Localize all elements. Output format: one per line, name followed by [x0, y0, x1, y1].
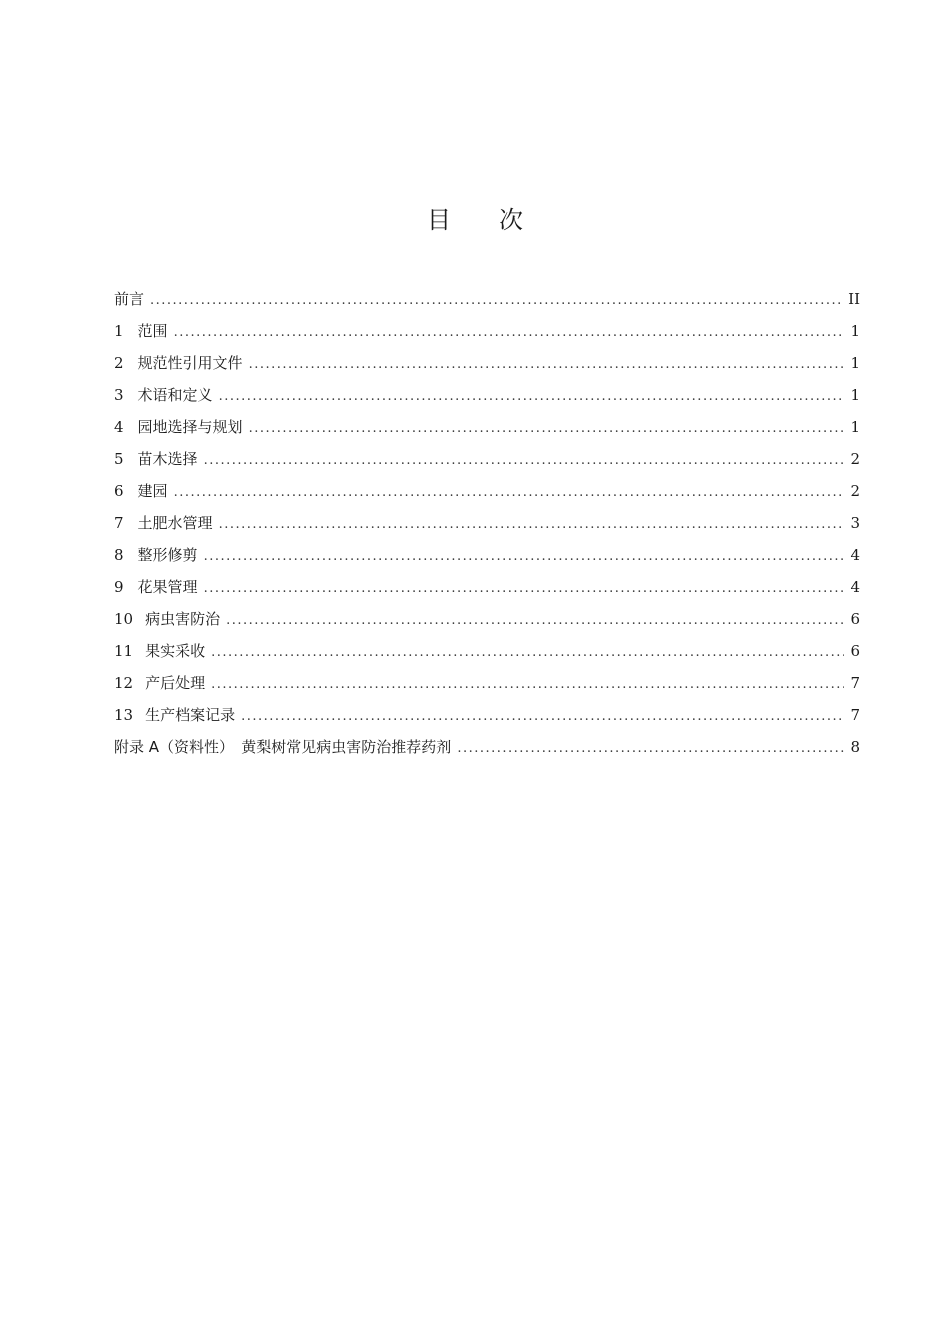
toc-page-number: 2 [850, 450, 860, 468]
toc-page-number: 1 [850, 322, 860, 340]
toc-entry-title: 术语和定义 [137, 386, 213, 404]
toc-page-number: 6 [850, 642, 860, 660]
toc-entry-4[interactable] [114, 416, 860, 448]
toc-leader-dots [241, 706, 844, 728]
toc-entry-title: 黄梨树常见病虫害防治推荐药剂 [241, 738, 452, 756]
toc-entry-number: 4 [114, 418, 124, 436]
toc-entry-number: 10 [114, 610, 134, 628]
toc-entry-6[interactable] [114, 480, 860, 512]
toc-entry-number: 11 [114, 642, 134, 660]
toc-entry-number: 2 [114, 354, 124, 372]
toc-leader-dots [249, 354, 844, 376]
toc-leader-dots [174, 322, 844, 344]
toc-page-number: 2 [850, 482, 860, 500]
toc-entry-title: 病虫害防治 [145, 610, 221, 628]
toc-entry-number: 9 [114, 578, 124, 596]
toc-entry-number: 12 [114, 674, 134, 692]
toc-entry-12[interactable] [114, 672, 860, 704]
title-char-1: 目 [427, 206, 451, 234]
title-char-2: 次 [499, 206, 523, 234]
toc-entry-2[interactable] [114, 352, 860, 384]
toc-entry-number: 7 [114, 514, 124, 532]
toc-leader-dots [457, 738, 844, 760]
table-of-contents [114, 288, 860, 768]
toc-entry-5[interactable] [114, 448, 860, 480]
toc-entry-title: 规范性引用文件 [137, 354, 243, 372]
toc-page-number: 1 [850, 354, 860, 372]
toc-page-number: 1 [850, 418, 860, 436]
toc-entry-title: 前言 [114, 290, 145, 308]
toc-entry-10[interactable] [114, 608, 860, 640]
toc-leader-dots [204, 450, 844, 472]
toc-entry-7[interactable] [114, 512, 860, 544]
toc-entry-title: 建园 [137, 482, 168, 500]
toc-entry-title: 生产档案记录 [145, 706, 236, 724]
toc-entry-number: 6 [114, 482, 124, 500]
toc-leader-dots [211, 642, 844, 664]
toc-entry-title: 产后处理 [145, 674, 206, 692]
toc-leader-dots [174, 482, 844, 504]
toc-leader-dots [226, 610, 844, 632]
toc-entry-3[interactable] [114, 384, 860, 416]
toc-entry-title: 土肥水管理 [137, 514, 213, 532]
toc-entry-title: 园地选择与规划 [137, 418, 243, 436]
toc-page-number: 8 [850, 738, 860, 756]
toc-entry-9[interactable] [114, 576, 860, 608]
toc-leader-dots [249, 418, 844, 440]
toc-leader-dots [219, 386, 844, 408]
toc-page-number: 7 [850, 706, 860, 724]
toc-entry-8[interactable] [114, 544, 860, 576]
appendix-label: 附录 A（资料性） [114, 738, 235, 756]
toc-leader-dots [150, 290, 842, 312]
page-title [0, 200, 950, 235]
toc-leader-dots [219, 514, 844, 536]
toc-page-number: 7 [850, 674, 860, 692]
toc-entry-13[interactable] [114, 704, 860, 736]
toc-page-number: 6 [850, 610, 860, 628]
toc-entry-number: 5 [114, 450, 124, 468]
toc-leader-dots [204, 546, 844, 568]
toc-entry-number: 8 [114, 546, 124, 564]
toc-entry-title: 范围 [137, 322, 168, 340]
toc-page-number: 3 [850, 514, 860, 532]
toc-entry-appendix-a[interactable] [114, 736, 860, 768]
toc-entry-number: 3 [114, 386, 124, 404]
toc-leader-dots [204, 578, 844, 600]
toc-entry-1[interactable] [114, 320, 860, 352]
toc-entry-number: 13 [114, 706, 134, 724]
toc-entry-title: 苗木选择 [137, 450, 198, 468]
toc-leader-dots [211, 674, 844, 696]
toc-entry-title: 果实采收 [145, 642, 206, 660]
toc-entry-preface[interactable] [114, 288, 860, 320]
toc-page-number: 4 [850, 546, 860, 564]
toc-page-number: II [848, 290, 860, 308]
toc-page-number: 1 [850, 386, 860, 404]
toc-entry-11[interactable] [114, 640, 860, 672]
toc-entry-title: 整形修剪 [137, 546, 198, 564]
toc-entry-title: 花果管理 [137, 578, 198, 596]
toc-page-number: 4 [850, 578, 860, 596]
toc-entry-number: 1 [114, 322, 124, 340]
